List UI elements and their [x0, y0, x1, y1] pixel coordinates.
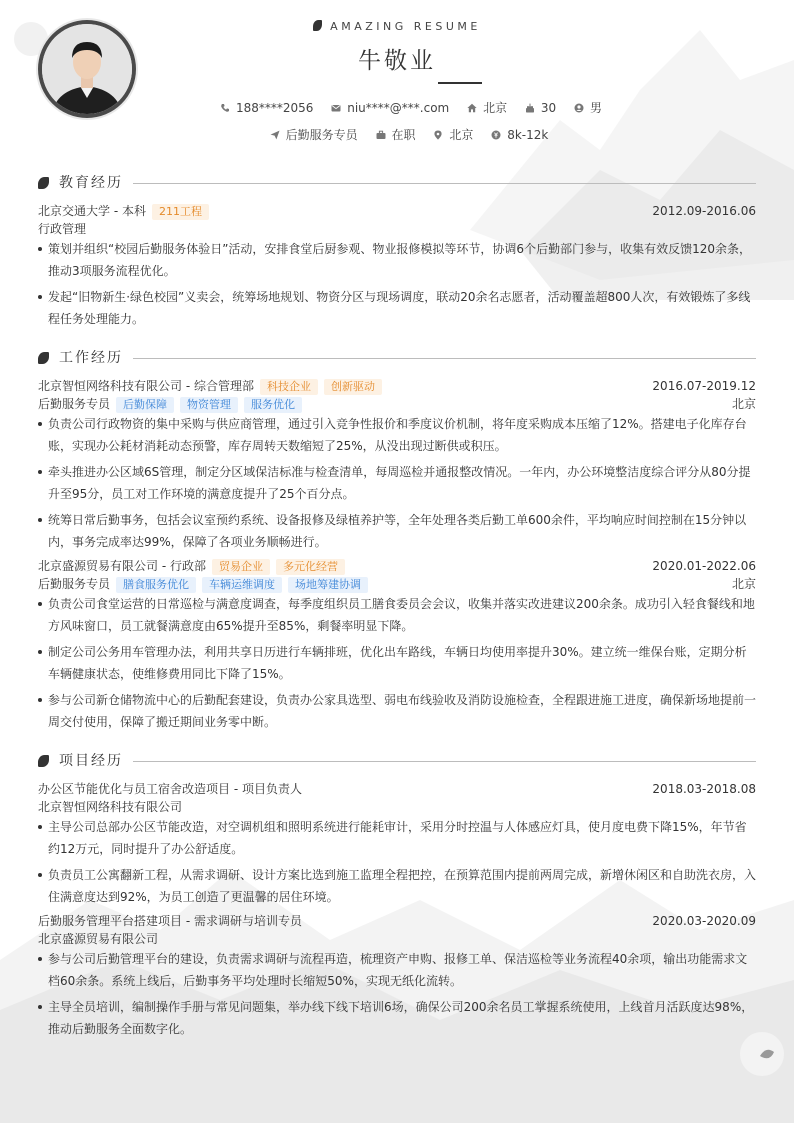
school-name: 北京交通大学 - 本科	[38, 204, 146, 218]
info-city: 北京	[433, 126, 473, 143]
list-item: 参与公司新仓储物流中心的后勤配套建设，负责办公家具选型、弱电布线验收及消防设施检查，全程跟进施工进度，确保新场地提前一周交付使用，保障了搬迁期间业务零中断。	[38, 689, 756, 733]
school-tag: 211工程	[152, 204, 209, 220]
leaf-icon	[38, 755, 49, 767]
project-name: 办公区节能优化与员工宿舍改造项目 - 项目负责人	[38, 782, 302, 796]
role-tag: 场地筹建协调	[288, 577, 368, 593]
candidate-name: 牛敬业	[358, 48, 436, 74]
leaf-icon	[38, 352, 49, 364]
info-status: 在职	[376, 126, 416, 143]
role-tag: 服务优化	[244, 397, 302, 413]
info-row-job	[12, 126, 794, 143]
info-salary: 8k-12k	[491, 128, 548, 142]
project-date: 2018.03-2018.08	[652, 782, 756, 796]
section-divider	[133, 358, 756, 359]
info-position: 后勤服务专员	[270, 126, 358, 143]
role-tag: 物资管理	[180, 397, 238, 413]
project-date: 2020.03-2020.09	[652, 914, 756, 928]
job-title: 后勤服务专员	[38, 397, 111, 411]
section-title: 教育经历	[59, 175, 123, 191]
work-city: 北京	[731, 577, 756, 591]
project-name: 后勤服务管理平台搭建项目 - 需求调研与培训专员	[38, 914, 302, 928]
section-title: 项目经历	[59, 753, 123, 769]
company-tag: 贸易企业	[212, 559, 270, 575]
role-tag: 膳食服务优化	[116, 577, 196, 593]
list-item: 主导全员培训，编制操作手册与常见问题集，举办线下线下培训6场，确保公司200余名员工掌握系统使用，上线首月活跃度达98%，推动后勤服务全面数字化。	[38, 996, 756, 1040]
list-item: 发起“旧物新生·绿色校园”义卖会，统筹场地规划、物资分区与现场调度，联动20余名志愿者，活动覆盖超800人次，有效锻炼了多线程任务处理能力。	[38, 286, 756, 330]
work-date: 2016.07-2019.12	[652, 379, 756, 393]
info-email: niu****@***.com	[331, 101, 449, 115]
company-tag: 多元化经营	[276, 559, 345, 575]
info-row-basic	[14, 99, 794, 116]
work-entry-role	[38, 395, 756, 413]
work-date: 2020.01-2022.06	[652, 559, 756, 573]
list-item: 制定公司公务用车管理办法，利用共享日历进行车辆排班，优化出车路线，车辆日均使用率提升30%。建立统一维保台账，定期分析车辆健康状态，使维修费用同比下降了15%。	[38, 641, 756, 685]
name-underline	[438, 82, 482, 84]
list-item: 牵头推进办公区域6S管理，制定分区域保洁标准与检查清单，每周巡检并通报整改情况。一年内，办公环境整洁度综合评分从80分提升至95分，员工对工作环境的满意度提升了25个百分点。	[38, 461, 756, 505]
cake-icon	[525, 103, 535, 113]
section-work	[38, 349, 756, 367]
home-icon	[467, 103, 477, 113]
role-tag: 后勤保障	[116, 397, 174, 413]
money-icon	[491, 130, 501, 140]
company-name: 北京盛源贸易有限公司 - 行政部	[38, 559, 206, 573]
job-title: 后勤服务专员	[38, 577, 111, 591]
company-name: 北京智恒网络科技有限公司 - 综合管理部	[38, 379, 254, 393]
mail-icon	[331, 103, 341, 113]
section-title: 工作经历	[59, 350, 123, 366]
info-phone: 188****2056	[220, 101, 313, 115]
company-tag: 科技企业	[260, 379, 318, 395]
location-icon	[433, 130, 443, 140]
section-education	[38, 174, 756, 192]
list-item: 负责公司行政物资的集中采购与供应商管理，通过引入竞争性报价和季度议价机制，将年度采购成本压缩了12%。搭建电子化库存台账，实现办公耗材消耗动态预警，库存周转天数缩短了25%，从没出现过断供或积压。	[38, 413, 756, 457]
leaf-icon	[313, 20, 322, 31]
work-entry-header	[38, 557, 756, 575]
info-hometown: 北京	[467, 99, 507, 116]
section-divider	[133, 761, 756, 762]
gender-icon	[574, 103, 584, 113]
list-item: 负责公司食堂运营的日常巡检与满意度调查，每季度组织员工膳食委员会会议，收集并落实改进建议200余条。成功引入轻食餐线和地方风味窗口，员工就餐满意度由65%提升至85%，剩餐率明显下降。	[38, 593, 756, 637]
education-header	[38, 202, 756, 220]
company-tag: 创新驱动	[324, 379, 382, 395]
list-item: 参与公司后勤管理平台的建设，负责需求调研与流程再造，梳理资产申购、报修工单、保洁巡检等业务流程40余项，输出功能需求文档60余条。系统上线后，后勤事务平均处理时长缩短50%，实现无纸化流转。	[38, 948, 756, 992]
info-gender: 男	[574, 99, 602, 116]
work-entry-role	[38, 575, 756, 593]
education-date: 2012.09-2016.06	[652, 204, 756, 218]
list-item: 统筹日常后勤事务，包括会议室预约系统、设备报修及绿植养护等，全年处理各类后勤工单600余件，平均响应时间控制在15分钟以内，事务完成率达99%，保障了各项业务顺畅进行。	[38, 509, 756, 553]
project-org: 北京盛源贸易有限公司	[38, 932, 159, 946]
list-item: 策划并组织“校园后勤服务体验日”活动，安排食堂后厨参观、物业报修模拟等环节，协调6个后勤部门参与，收集有效反馈120余条，推动3项服务流程优化。	[38, 238, 756, 282]
project-header	[38, 912, 756, 930]
resume-tagline: AMAZING RESUME	[0, 20, 794, 33]
work-city: 北京	[731, 397, 756, 411]
info-age: 30	[525, 101, 556, 115]
phone-icon	[220, 103, 230, 113]
section-projects	[38, 752, 756, 770]
briefcase-icon	[376, 130, 386, 140]
education-major: 行政管理	[38, 222, 87, 236]
list-item: 主导公司总部办公区节能改造，对空调机组和照明系统进行能耗审计，采用分时控温与人体感应灯具，使月度电费下降15%，年节省约12万元，同时提升了办公舒适度。	[38, 816, 756, 860]
role-tag: 车辆运维调度	[202, 577, 282, 593]
leaf-icon	[38, 177, 49, 189]
project-org: 北京智恒网络科技有限公司	[38, 800, 183, 814]
section-divider	[133, 183, 756, 184]
project-header	[38, 780, 756, 798]
list-item: 负责员工公寓翻新工程，从需求调研、设计方案比选到施工监理全程把控，在预算范围内提前两周完成，新增休闲区和自助洗衣房，入住满意度达到92%，为员工创造了更温馨的居住环境。	[38, 864, 756, 908]
work-entry-header	[38, 377, 756, 395]
send-icon	[270, 130, 280, 140]
